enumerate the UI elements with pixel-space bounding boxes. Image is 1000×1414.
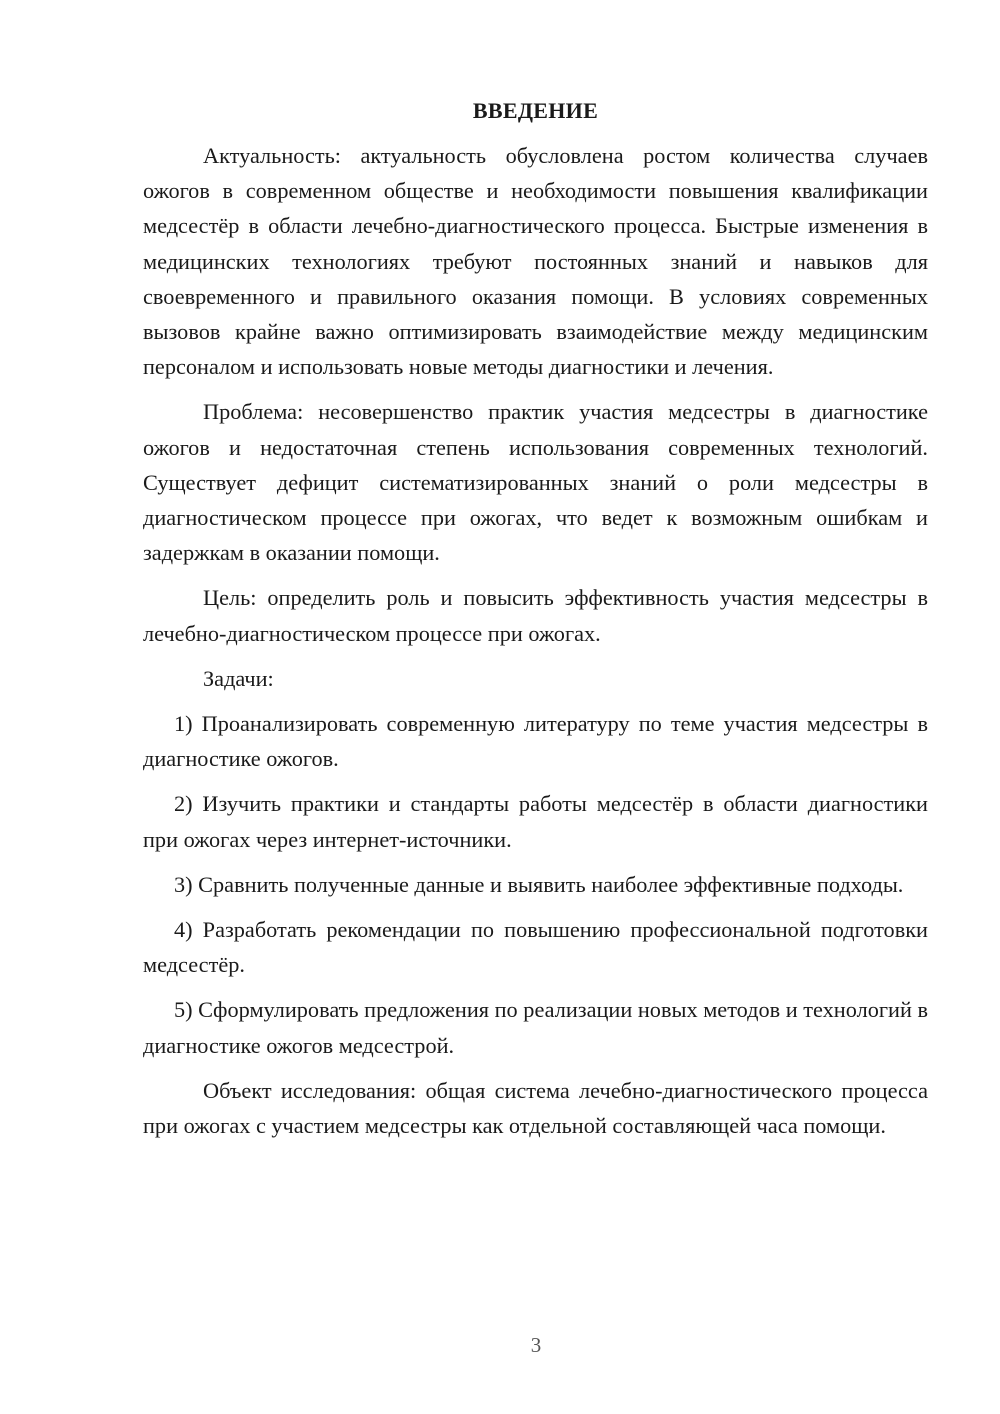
problem-paragraph: Проблема: несовершенство практик участия медсестры в диагностике ожогов и недостаточная степень использования современных технологий. Существует дефицит систематизированных знаний о роли медсестры в диагностическом процессе при ожогах, что ведет к возможным ошибкам и задержкам в оказании помощи. (143, 399, 928, 566)
research-object-paragraph: Объект исследования: общая система лечебно-диагностического процесса при ожогах с участием медсестры как отдельной составляющей часа помощи. (143, 1077, 928, 1139)
list-item: 1) Проанализировать современную литературу по теме участия медсестры в диагностике ожогов. (143, 711, 928, 772)
list-item: 2) Изучить практики и стандарты работы медсестёр в области диагностики при ожогах через интернет-источники. (143, 791, 928, 852)
goal-paragraph: Цель: определить роль и повысить эффективность участия медсестры в лечебно-диагностическом процессе при ожогах. (143, 585, 928, 646)
tasks-list (143, 706, 928, 1063)
relevance-paragraph: Актуальность: актуальность обусловлена ростом количества случаев ожогов в современном обществе и необходимости повышения квалификации медсестёр в области лечебно-диагностического процесса. Быстрые изменения в медицинских технологиях требуют постоянных знаний и навыков для своевременного и правильного оказания помощи. В условиях современных вызовов крайне важно оптимизировать взаимодействие между медицинским персоналом и использовать новые методы диагностики и лечения. (143, 143, 928, 380)
document-title: ВВЕДЕНИЕ (472, 98, 599, 123)
tasks-label: Задачи: (203, 665, 274, 691)
document-page (143, 94, 928, 1143)
list-item: 5) Сформулировать предложения по реализации новых методов и технологий в диагностике ожогов медсестрой. (143, 997, 928, 1058)
list-item: 3) Сравнить полученные данные и выявить наиболее эффективные подходы. (174, 871, 904, 897)
page-number: 3 (530, 1333, 542, 1357)
list-item: 4) Разработать рекомендации по повышению профессиональной подготовки медсестёр. (143, 917, 928, 978)
